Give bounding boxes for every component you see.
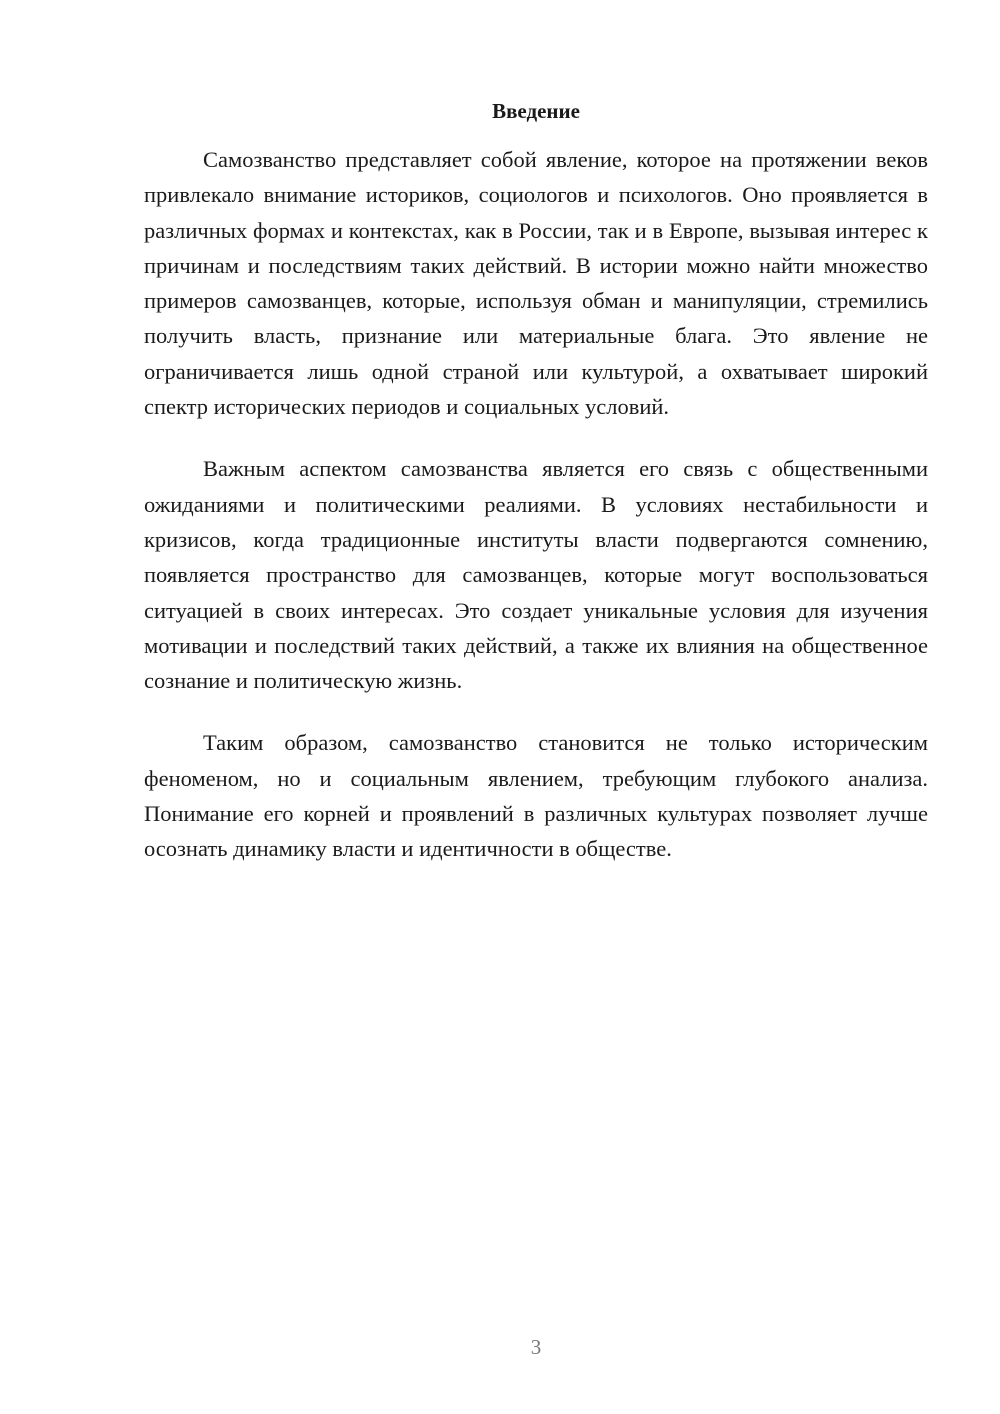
section-heading: Введение — [492, 99, 580, 123]
paragraph-2: Важным аспектом самозванства является его связь с общественными ожиданиями и политическими реалиями. В условиях нестабильности и кризисов, когда традиционные институты власти подвергаются сомнению, появляется пространство для самозванцев, которые могут воспользоваться ситуацией в своих интересах. Это создает уникальные условия для изучения мотивации и последствий таких действий, а также их влияния на общественное сознание и политическую жизнь. — [144, 456, 928, 694]
paragraph-1: Самозванство представляет собой явление, которое на протяжении веков привлекало внимание историков, социологов и психологов. Оно проявляется в различных формах и контекстах, как в России, так и в Европе, вызывая интерес к причинам и последствиям таких действий. В истории можно найти множество примеров самозванцев, которые, используя обман и манипуляции, стремились получить власть, признание или материальные блага. Это явление не ограничивается лишь одной страной или культурой, а охватывает широкий спектр исторических периодов и социальных условий. — [144, 147, 928, 420]
paragraph-3: Таким образом, самозванство становится не только историческим феноменом, но и социальным явлением, требующим глубокого анализа. Понимание его корней и проявлений в различных культурах позволяет лучше осознать динамику власти и идентичности в обществе. — [144, 730, 928, 862]
body-text — [144, 142, 928, 894]
page-number: 3 — [530, 1335, 542, 1359]
